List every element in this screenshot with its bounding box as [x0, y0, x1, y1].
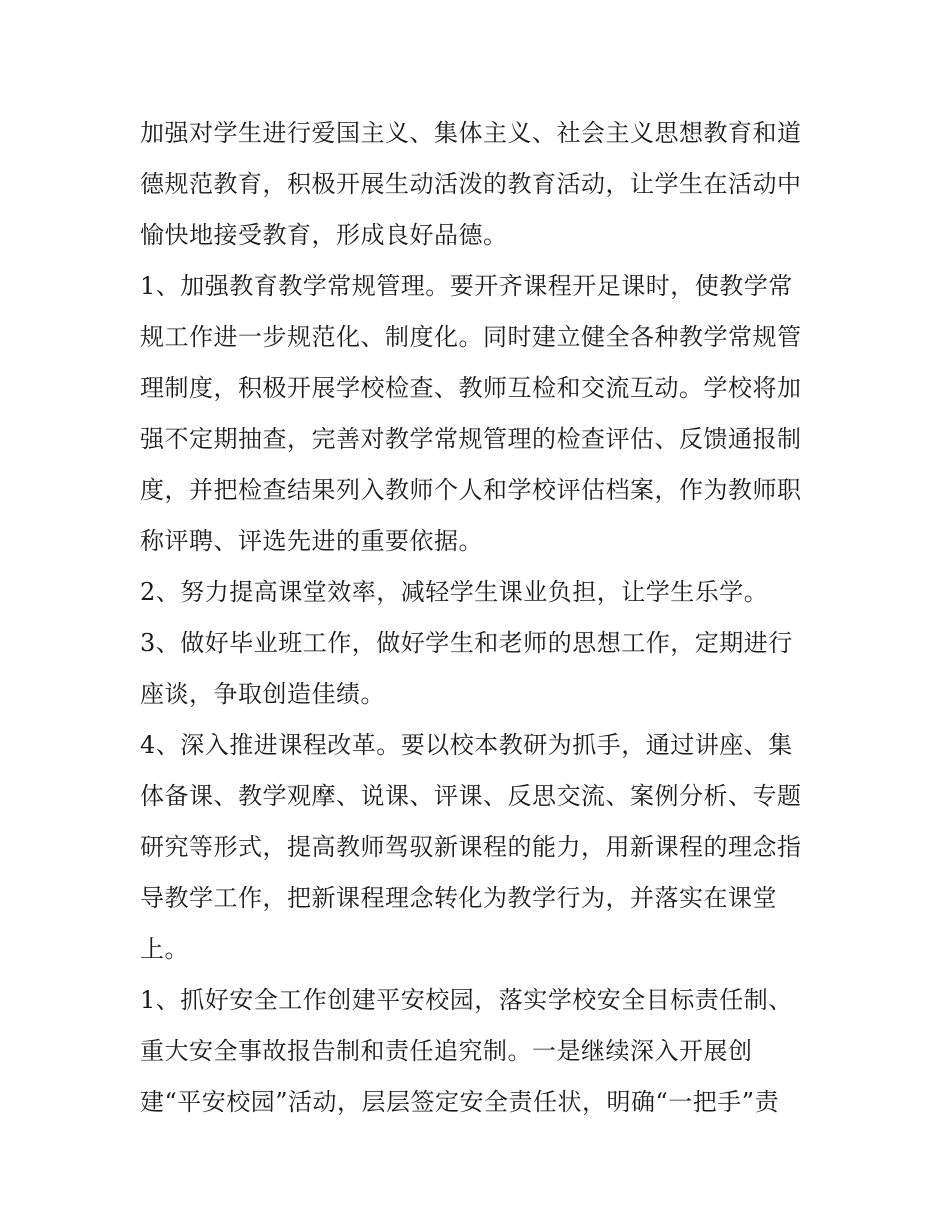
text-line: 研究等形式，提高教师驾驭新课程的能力，用新课程的理念指	[140, 833, 802, 861]
text-line: 上。	[140, 935, 189, 963]
text-line: 度，并把检查结果列入教师个人和学校评估档案，作为教师职	[140, 476, 802, 504]
text-line: 1、加强教育教学常规管理。要开齐课程开足课时，使教学常	[140, 272, 793, 300]
text-line: 3、做好毕业班工作，做好学生和老师的思想工作，定期进行	[140, 629, 793, 657]
text-line: 称评聘、评选先进的重要依据。	[140, 527, 483, 555]
text-line: 2、努力提高课堂效率，减轻学生课业负担，让学生乐学。	[140, 578, 769, 606]
text-line: 导教学工作，把新课程理念转化为教学行为，并落实在课堂	[140, 884, 777, 912]
text-line: 建“平安校园”活动，层层签定安全责任状，明确“一把手”责	[140, 1088, 780, 1116]
text-line: 规工作进一步规范化、制度化。同时建立健全各种教学常规管	[140, 323, 802, 351]
text-line: 体备课、教学观摩、说课、评课、反思交流、案例分析、专题	[140, 782, 802, 810]
text-line: 加强对学生进行爱国主义、集体主义、社会主义思想教育和道	[140, 119, 802, 147]
text-line: 座谈，争取创造佳绩。	[140, 680, 385, 708]
text-line: 1、抓好安全工作创建平安校园，落实学校安全目标责任制、	[140, 986, 793, 1014]
text-line: 愉快地接受教育，形成良好品德。	[140, 221, 508, 249]
body-text	[140, 108, 820, 1128]
text-line: 强不定期抽查，完善对教学常规管理的检查评估、反馈通报制	[140, 425, 802, 453]
text-line: 重大安全事故报告制和责任追究制。一是继续深入开展创	[140, 1037, 753, 1065]
text-line: 德规范教育，积极开展生动活泼的教育活动，让学生在活动中	[140, 170, 802, 198]
text-line: 4、深入推进课程改革。要以校本教研为抓手，通过讲座、集	[140, 731, 793, 759]
text-line: 理制度，积极开展学校检查、教师互检和交流互动。学校将加	[140, 374, 802, 402]
